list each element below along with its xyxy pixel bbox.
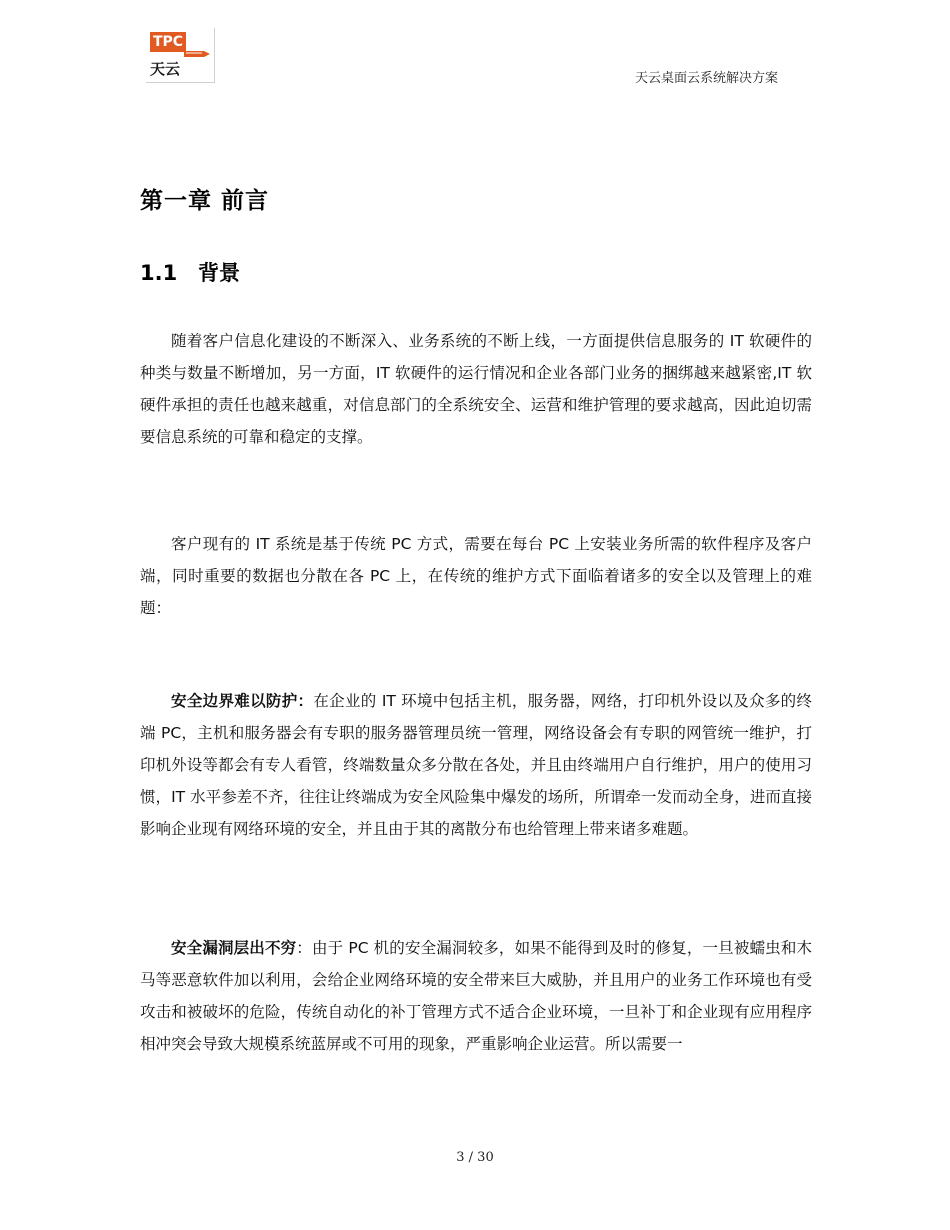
company-logo [146, 28, 215, 83]
chapter-title: 第一章 前言 [140, 188, 270, 214]
paragraph-security-vulnerabilities-text: ：由于 PC 机的安全漏洞较多，如果不能得到及时的修复，一旦被蠕虫和木马等恶意软件加以利用，会给企业网络环境的安全带来巨大威胁，并且用户的业务工作环境也有受攻击和被破坏的危险，传统自动化的补丁管理方式不适合企业环境，一旦补丁和企业现有应用程序相冲突会导致大规模系统蓝屏或不可用的现象，严重影响企业运营。所以需要一 [140, 939, 812, 1053]
document-header-title: 天云桌面云系统解决方案 [634, 71, 778, 86]
logo-name: 天云 [150, 60, 181, 78]
paragraph-security-boundary-label: 安全边界难以防护： [171, 692, 314, 710]
section-title [140, 257, 240, 287]
section-name: 背景 [198, 261, 240, 285]
logo-swoosh-icon [184, 48, 210, 58]
paragraph-security-boundary-text: 在企业的 IT 环境中包括主机，服务器，网络，打印机外设以及众多的终端 PC，主机和服务器会有专职的服务器管理员统一管理，网络设备会有专职的网管统一维护，打印机外设等都会有专人看管，终端数量众多分散在各处，并且由终端用户自行维护，用户的使用习惯，IT 水平参差不齐，往往让终端成为安全风险集中爆发的场所，所谓牵一发而动全身，进而直接影响企业现有网络环境的安全，并且由于其的离散分布也给管理上带来诸多难题。 [140, 692, 812, 838]
logo-tpc-mark: TPC [150, 32, 186, 52]
paragraph-background: 随着客户信息化建设的不断深入、业务系统的不断上线，一方面提供信息服务的 IT 软硬件的种类与数量不断增加，另一方面，IT 软硬件的运行情况和企业各部门业务的捆绑越来越紧密,IT 软硬件承担的责任也越来越重，对信息部门的全系统安全、运营和维护管理的要求越高，因此迫切需要信息系统的可靠和稳定的支撑。 [140, 332, 812, 446]
paragraph-security-boundary [140, 685, 812, 845]
paragraph-security-vulnerabilities [140, 932, 812, 1060]
paragraph-current-system: 客户现有的 IT 系统是基于传统 PC 方式，需要在每台 PC 上安装业务所需的软件程序及客户端，同时重要的数据也分散在各 PC 上，在传统的维护方式下面临着诸多的安全以及管理上的难题： [140, 535, 812, 617]
paragraph-security-vulnerabilities-label: 安全漏洞层出不穷 [171, 939, 297, 957]
page-number: 3 / 30 [456, 1150, 494, 1165]
section-number: 1.1 [140, 261, 178, 285]
